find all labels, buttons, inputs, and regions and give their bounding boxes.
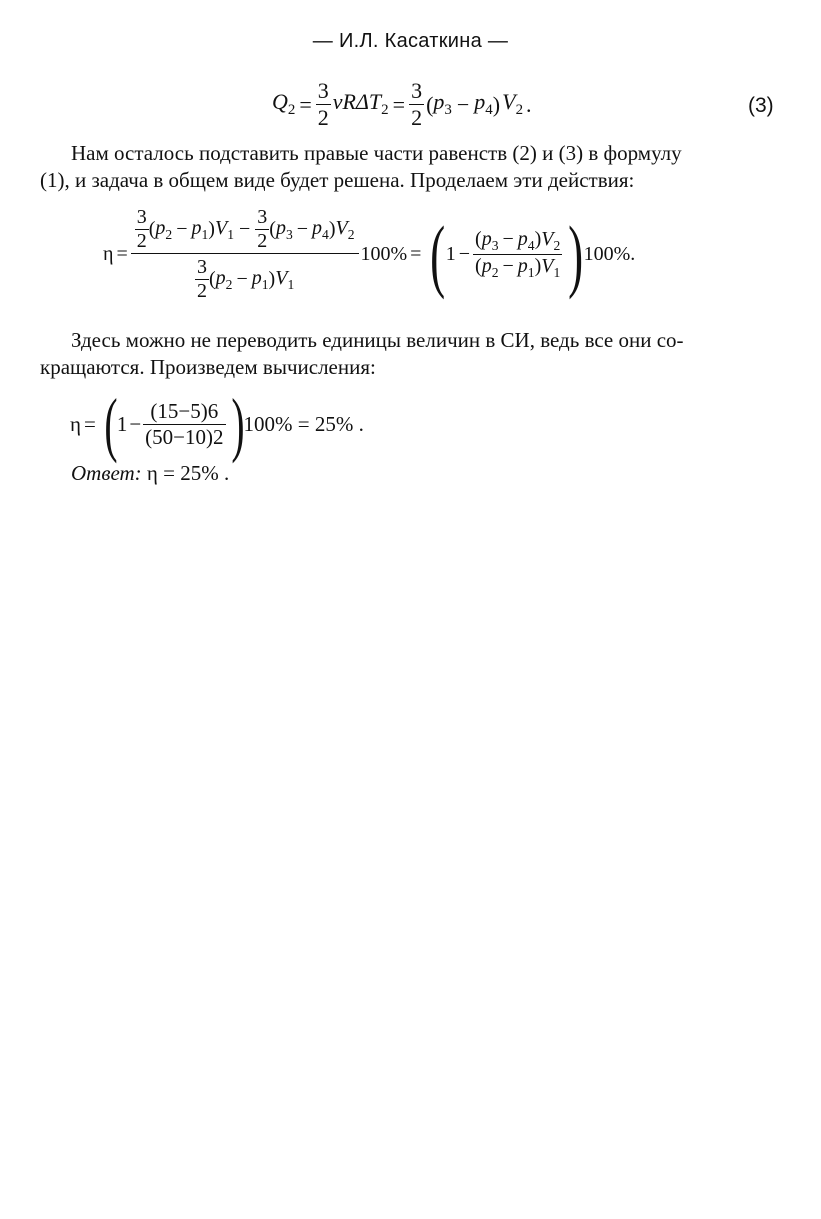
eta-symbol: η [70, 411, 81, 436]
answer-value: η = 25% . [146, 461, 230, 485]
answer-line [71, 460, 229, 487]
paragraph-1-line-1: Нам осталось подставить правые части равенств (2) и (3) в формулу [71, 141, 682, 165]
equation-3: $Q_2$ = $\frac{3}{2}$ νRΔT$_2$ = $\frac{3}{2}$ ( $p_3$ − $p_4$ ) $V_2$ . [272, 78, 532, 130]
running-header: — И.Л. Касаткина — [312, 30, 509, 52]
answer-label: Ответ: [71, 461, 142, 485]
ratio-fraction: $\frac{(p_3 - p_4)V_2}{(p_2 - p_1)V_1}$ [475, 228, 561, 280]
eta-symbol: η [103, 243, 114, 265]
numeric-fraction: $\frac{(15-5)6}{(50-10)2}$ [145, 398, 224, 449]
q-symbol: $Q_2$ [272, 89, 296, 119]
equation-number-3: (3) [748, 94, 774, 117]
paragraph-2-line-2: кращаются. Произведем вычисления: [40, 355, 376, 379]
fraction-three-halves-2: $\frac{3}{2}$ [411, 78, 423, 130]
nu-r-delta-t: νRΔT$_2$ [332, 89, 389, 119]
paragraph-1-line-2: (1), и задача в общем виде будет решена. Проделаем эти действия: [40, 168, 635, 192]
equation-efficiency: η = $\frac{3}{2}$ ( $p_2$ − $p_1$ ) $V_1$ − $\frac{3}{2}$ ( $p_3$ − $p_4$ ) $V_2$ $\frac{3}{2}$ ( $p_2$ − $p_1$ ) $V_1$ 100% = ( 1 − $\frac{(p_3 - p_4)V_2}{(p_2 - p_1)V_1}$ ) 100%. [103, 206, 636, 302]
big-fraction: $\frac{3}{2}$ ( $p_2$ − $p_1$ ) $V_1$ − $\frac{3}{2}$ ( $p_3$ − $p_4$ ) $V_2$ $\frac{3}{2}$ ( $p_2$ − $p_1$ ) $V_1$ [131, 206, 359, 303]
fraction-three-halves: $\frac{3}{2}$ [317, 78, 329, 130]
equation-numeric: η = ( 1 − $\frac{(15-5)6}{(50-10)2}$ ) 100% = 25% . [70, 384, 364, 464]
paragraph-2-line-1: Здесь можно не переводить единицы величин в СИ, ведь все они со- [71, 328, 684, 352]
